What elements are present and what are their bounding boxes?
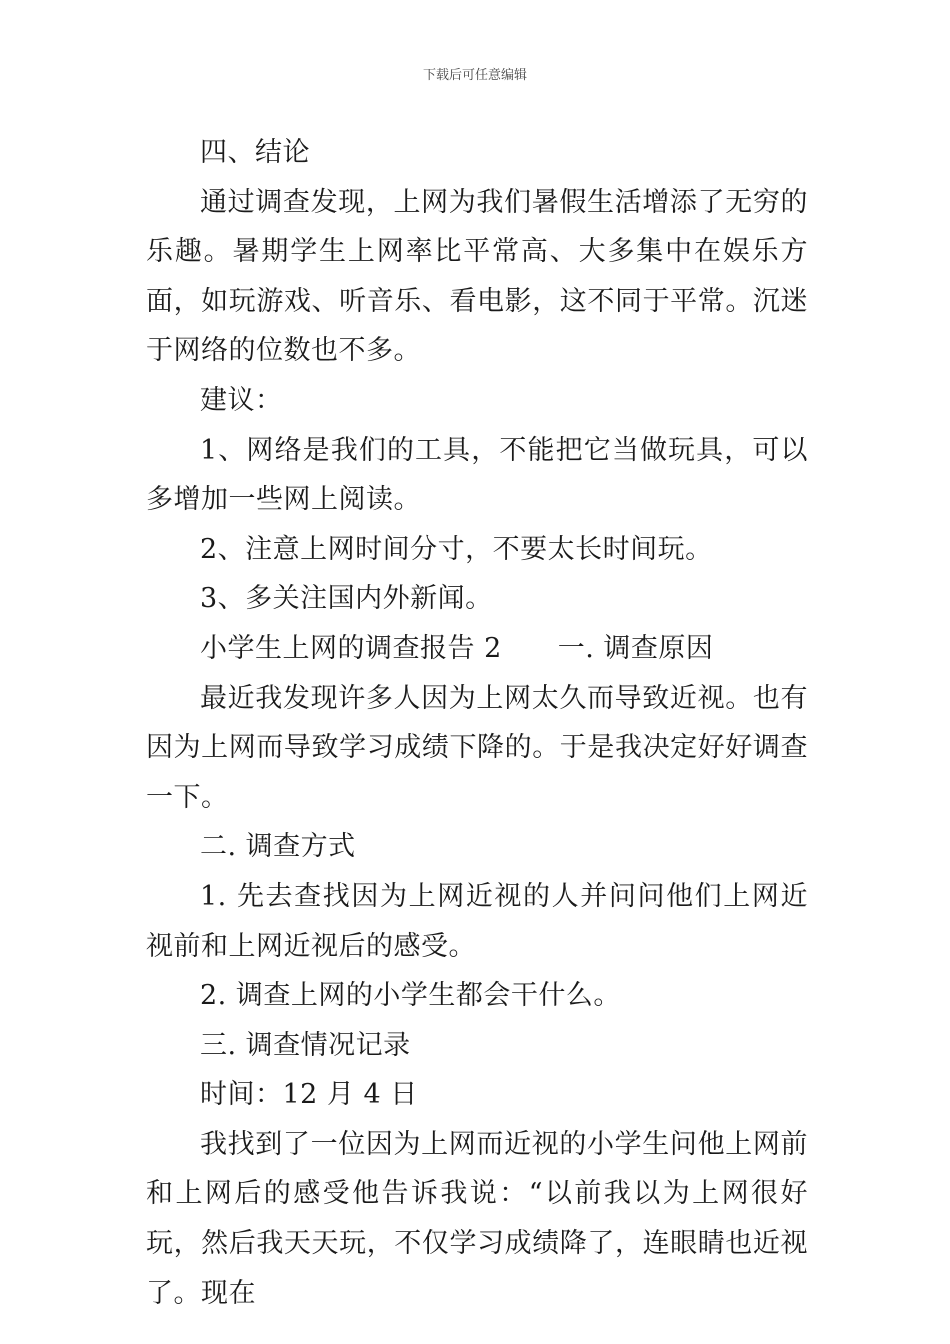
method-item-2: 2. 调查上网的小学生都会干什么。 [200, 980, 621, 1012]
paragraph-reason: 最近我发现许多人因为上网太久而导致近视。也有因为上网而导致学习成绩下降的。于是我决定好好调查一下。 [146, 682, 808, 813]
record-date: 时间：12 月 4 日 [200, 1079, 418, 1111]
method-item-1: 1. 先去查找因为上网近视的人并问问他们上网近视前和上网近视后的感受。 [146, 880, 808, 962]
section-heading-record: 三. 调查情况记录 [200, 1029, 411, 1061]
suggestion-heading: 建议： [200, 384, 283, 416]
report-title: 小学生上网的调查报告 2 [200, 632, 502, 664]
section-heading-reason: 一. 调查原因 [557, 632, 714, 664]
section-heading-conclusion: 四、结论 [200, 137, 310, 168]
suggestion-item-3: 3、多关注国内外新闻。 [200, 583, 493, 615]
page-header: 下载后可任意编辑 [422, 68, 527, 83]
paragraph-conclusion: 通过调查发现，上网为我们暑假生活增添了无穷的乐趣。暑期学生上网率比平常高、大多集中在娱乐方面，如玩游戏、听音乐、看电影，这不同于平常。沉迷于网络的位数也不多。 [146, 186, 808, 367]
suggestion-item-1: 1、网络是我们的工具，不能把它当做玩具，可以多增加一些网上阅读。 [146, 434, 808, 516]
paragraph-record: 我找到了一位因为上网而近视的小学生问他上网前和上网后的感受他告诉我说：“以前我以为上网很好玩，然后我天天玩，不仅学习成绩降了，连眼睛也近视了。现在 [146, 1128, 808, 1309]
section-heading-method: 二. 调查方式 [200, 831, 356, 863]
suggestion-item-2: 2、注意上网时间分寸，不要太长时间玩。 [200, 533, 713, 565]
report-title-line [146, 624, 808, 674]
document-body [146, 128, 808, 1318]
